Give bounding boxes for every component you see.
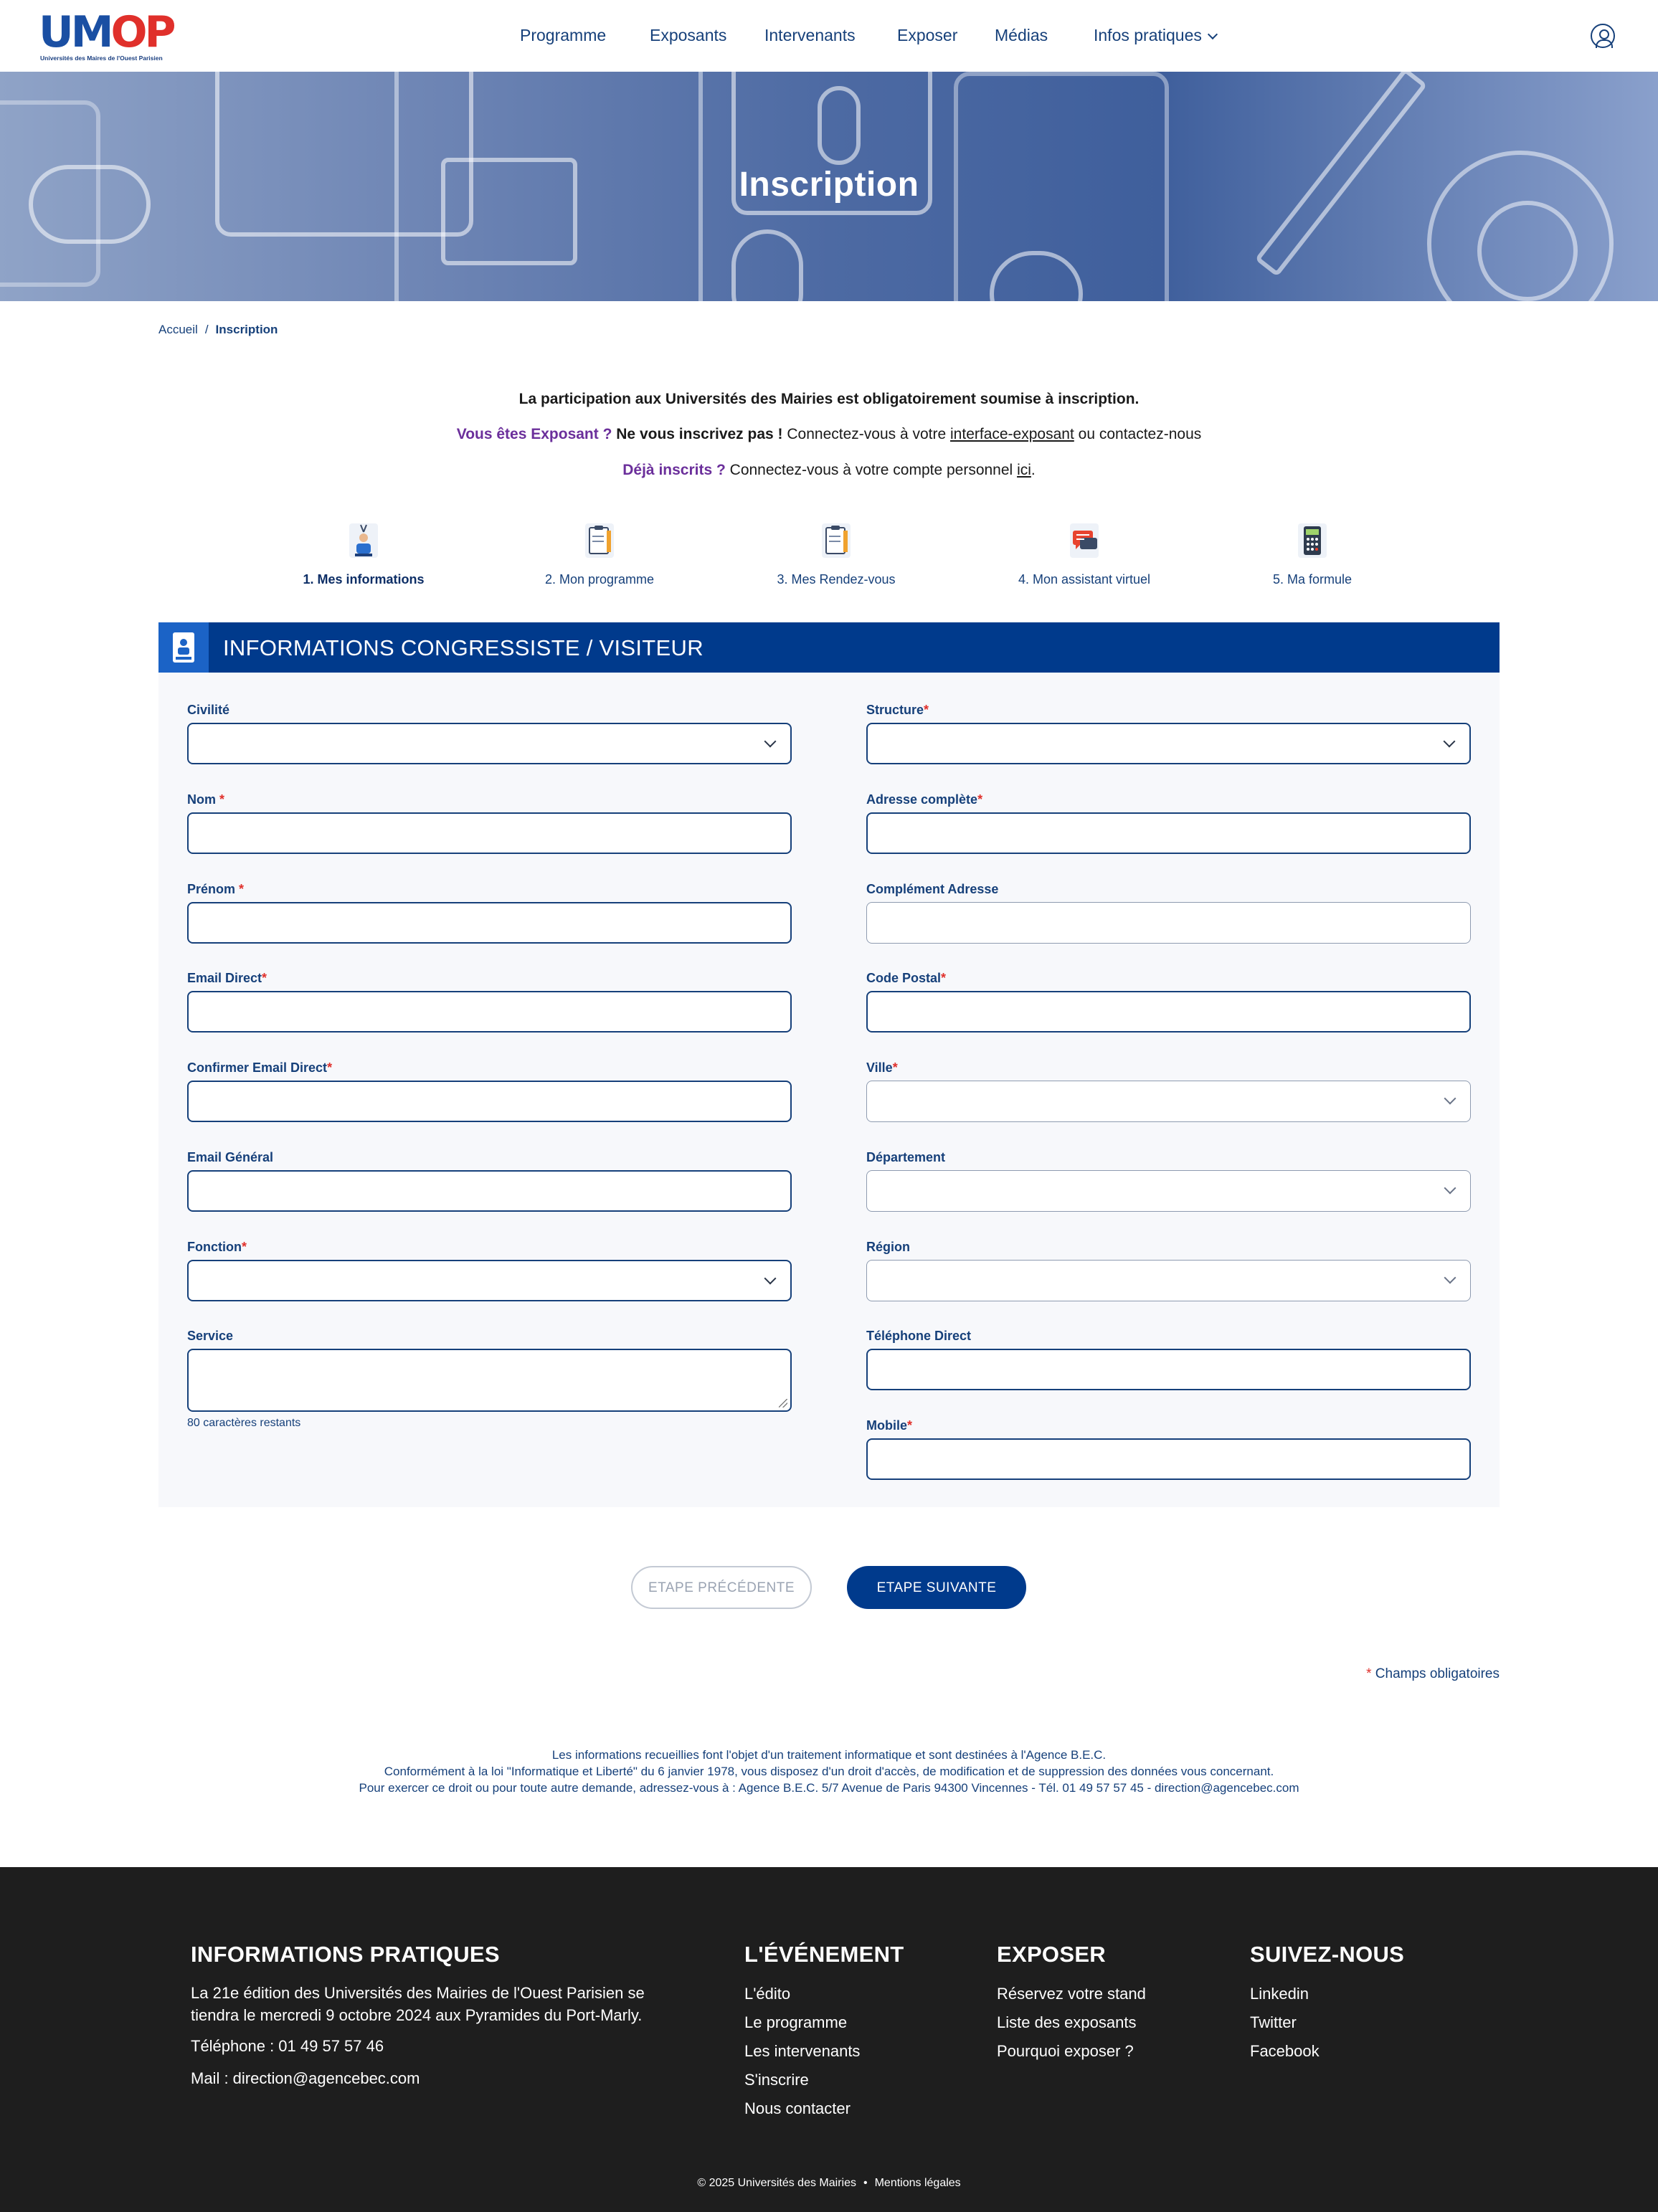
- telephone-direct-input[interactable]: [866, 1349, 1471, 1390]
- exposant-contact-text: ou contactez-nous: [1078, 426, 1202, 442]
- civilite-select[interactable]: [187, 723, 792, 764]
- footer-separator: •: [863, 2177, 868, 2189]
- logo-text-um: UM: [39, 7, 111, 57]
- code-postal-label-text: Code Postal: [866, 971, 942, 985]
- departement-label-text: Département: [866, 1150, 946, 1164]
- structure-label: [866, 703, 929, 718]
- already-registered-text: Connectez-vous à votre compte personnel: [729, 462, 1013, 478]
- nav-infos-pratiques-label: Infos pratiques: [1094, 26, 1202, 44]
- intro-line-1: La participation aux Universités des Mairies est obligatoirement soumise à inscription.: [518, 391, 1140, 407]
- fonction-select[interactable]: [187, 1260, 792, 1301]
- required-marker: *: [892, 1060, 898, 1075]
- departement-label: [866, 1150, 945, 1165]
- adresse-input[interactable]: [866, 812, 1471, 854]
- legal-line: Conformément à la loi "Informatique et Liberté" du 6 janvier 1978, vous disposez d'un droit d'accès, de modification et de suppression des données vous concernant.: [384, 1765, 1274, 1778]
- nav-exposer[interactable]: Exposer: [897, 26, 958, 44]
- account-icon[interactable]: [1591, 24, 1615, 48]
- footer-link-stand[interactable]: Réservez votre stand: [997, 1985, 1146, 2003]
- adresse-label-text: Adresse complète: [866, 792, 978, 807]
- page-title: Inscription: [739, 166, 919, 204]
- breadcrumb-separator: /: [204, 323, 209, 336]
- footer-phone: Téléphone : 01 49 57 57 46: [191, 2037, 384, 2055]
- email-general-label-text: Email Général: [187, 1150, 274, 1164]
- exposant-text: Connectez-vous à votre: [787, 426, 947, 442]
- account-link[interactable]: ici: [1017, 462, 1031, 478]
- chevron-down-icon: [1444, 1272, 1456, 1284]
- step-mon-programme[interactable]: [513, 522, 686, 587]
- email-general-label: [187, 1150, 273, 1165]
- required-marker: *: [327, 1060, 333, 1075]
- chevron-down-icon: [1444, 1093, 1456, 1105]
- required-marker: *: [907, 1418, 913, 1433]
- footer-bottom: [0, 2177, 1658, 2190]
- fonction-label: [187, 1240, 247, 1255]
- already-registered-question: Déjà inscrits ?: [622, 462, 726, 478]
- complement-adresse-label: [866, 882, 998, 897]
- footer-link-edito[interactable]: L'édito: [744, 1985, 791, 2003]
- resize-handle-icon[interactable]: [779, 1399, 787, 1408]
- clipboard-icon: [819, 522, 853, 559]
- footer-info-title: INFORMATIONS PRATIQUES: [191, 1942, 500, 1967]
- hero-banner: [0, 72, 1658, 301]
- badge-person-icon: [158, 622, 209, 673]
- calculator-icon: [1295, 522, 1330, 559]
- mobile-input[interactable]: [866, 1438, 1471, 1480]
- step-label: 4. Mon assistant virtuel: [1018, 572, 1151, 587]
- logo-tagline: Universités des Maires de l'Ouest Parisien: [40, 54, 163, 62]
- prenom-label: [187, 882, 244, 897]
- footer-link-pourquoi[interactable]: Pourquoi exposer ?: [997, 2042, 1134, 2060]
- required-marker: *: [977, 792, 983, 807]
- nom-input[interactable]: [187, 812, 792, 854]
- thermometer-icon: [818, 86, 861, 165]
- telephone-direct-label-text: Téléphone Direct: [866, 1329, 972, 1343]
- email-direct-label-text: Email Direct: [187, 971, 262, 985]
- legal-line: Pour exercer ce droit ou pour toute autre demande, adressez-vous à : Agence B.E.C. 5/7 Avenue de Paris 94300 Vincennes - Tél. 01 49 57 57 45 - direction@agencebec.com: [359, 1781, 1299, 1795]
- ville-label: [866, 1060, 898, 1076]
- mobile-label: [866, 1418, 912, 1433]
- required-marker: *: [239, 882, 245, 896]
- step-ma-formule[interactable]: [1226, 522, 1398, 587]
- service-label: [187, 1329, 233, 1344]
- confirm-email-label: [187, 1060, 332, 1076]
- confirm-email-label-text: Confirmer Email Direct: [187, 1060, 328, 1075]
- logo-text-op: OP: [110, 7, 174, 57]
- structure-label-text: Structure: [866, 703, 924, 717]
- step-mes-informations[interactable]: [278, 522, 450, 587]
- required-marker: *: [262, 971, 267, 985]
- mobile-label-text: Mobile: [866, 1418, 907, 1433]
- required-note-text: Champs obligatoires: [1375, 1666, 1500, 1681]
- step-label: 3. Mes Rendez-vous: [777, 572, 896, 587]
- departement-select[interactable]: [866, 1170, 1471, 1212]
- breadcrumb: [158, 323, 278, 337]
- structure-select[interactable]: [866, 723, 1471, 764]
- step-mes-rendez-vous[interactable]: [750, 522, 922, 587]
- footer-expose-title: EXPOSER: [997, 1942, 1106, 1967]
- footer-follow-title: SUIVEZ-NOUS: [1250, 1942, 1405, 1967]
- badge-person-icon: [346, 522, 381, 559]
- section-title: INFORMATIONS CONGRESSISTE / VISITEUR: [223, 635, 704, 660]
- required-marker: *: [241, 1240, 247, 1254]
- footer-link-facebook[interactable]: Facebook: [1250, 2042, 1320, 2060]
- footer-link-exposants[interactable]: Liste des exposants: [997, 2013, 1137, 2031]
- confirm-email-input[interactable]: [187, 1081, 792, 1122]
- intro-line-3: [0, 462, 1658, 479]
- legal-line: Les informations recueillies font l'objet d'un traitement informatique et sont destinées à l'Agence B.E.C.: [551, 1748, 1107, 1762]
- step-label: 1. Mes informations: [303, 572, 425, 587]
- wifi-icon: [1477, 201, 1578, 301]
- nav-intervenants[interactable]: Intervenants: [764, 26, 856, 44]
- next-step-button[interactable]: ETAPE SUIVANTE: [847, 1566, 1026, 1609]
- footer-link-inscrire[interactable]: S'inscrire: [744, 2071, 809, 2089]
- chevron-down-icon: [764, 1273, 777, 1285]
- step-label: 5. Ma formule: [1272, 572, 1353, 587]
- footer-info-text: La 21e édition des Universités des Mairies de l'Ouest Parisien se tiendra le mercredi 9 octobre 2024 aux Pyramides du Port-Marly.: [191, 1984, 645, 2024]
- required-marker: *: [941, 971, 947, 985]
- prenom-label-text: Prénom: [187, 882, 236, 896]
- nav-programme[interactable]: Programme: [520, 26, 607, 44]
- chevron-down-icon: [1444, 736, 1456, 748]
- chevron-down-icon: [764, 736, 777, 748]
- interface-exposant-link[interactable]: interface-exposant: [950, 426, 1074, 442]
- intro-line-2: [0, 426, 1658, 443]
- required-fields-note: [1366, 1666, 1500, 1682]
- site-logo[interactable]: [39, 7, 174, 65]
- footer-link-contact[interactable]: Nous contacter: [744, 2099, 851, 2117]
- region-select[interactable]: [866, 1260, 1471, 1301]
- ville-label-text: Ville: [866, 1060, 893, 1075]
- previous-step-button[interactable]: ETAPE PRÉCÉDENTE: [631, 1566, 812, 1609]
- email-direct-input[interactable]: [187, 991, 792, 1033]
- mentions-legales-link[interactable]: Mentions légales: [874, 2177, 961, 2189]
- chevron-down-icon: [1444, 1182, 1456, 1195]
- clipboard-icon: [582, 522, 617, 559]
- step-label: 2. Mon programme: [544, 572, 655, 587]
- service-char-counter: 80 caractères restants: [187, 1417, 301, 1429]
- nav-medias[interactable]: Médias: [995, 26, 1048, 44]
- required-marker: *: [219, 792, 225, 807]
- region-label: [866, 1240, 910, 1255]
- required-marker: *: [1366, 1666, 1372, 1681]
- telephone-direct-label: [866, 1329, 971, 1344]
- adresse-label: [866, 792, 982, 807]
- chevron-down-icon: [1208, 29, 1218, 39]
- fonction-label-text: Fonction: [187, 1240, 242, 1254]
- complement-adresse-label-text: Complément Adresse: [866, 882, 999, 896]
- hero-decoration: [731, 229, 803, 301]
- legal-notice: [0, 1747, 1658, 1796]
- breadcrumb-current: Inscription: [215, 323, 278, 336]
- footer-link-programme[interactable]: Le programme: [744, 2013, 848, 2031]
- complement-adresse-input[interactable]: [866, 902, 1471, 944]
- exposant-warning: Ne vous inscrivez pas !: [616, 426, 783, 442]
- copyright: © 2025 Universités des Mairies: [697, 2177, 856, 2189]
- section-header: [158, 622, 1500, 673]
- nav-infos-pratiques[interactable]: [1094, 26, 1216, 45]
- footer-link-twitter[interactable]: Twitter: [1250, 2013, 1297, 2031]
- prenom-input[interactable]: [187, 902, 792, 944]
- nav-exposants[interactable]: Exposants: [650, 26, 727, 44]
- site-header: [0, 0, 1658, 72]
- intro-line-3-end: .: [1031, 462, 1036, 478]
- code-postal-label: [866, 971, 946, 986]
- exposant-question: Vous êtes Exposant ?: [456, 426, 612, 442]
- ville-select[interactable]: [866, 1081, 1471, 1122]
- nom-label-text: Nom: [187, 792, 216, 807]
- footer-link-linkedin[interactable]: Linkedin: [1250, 1985, 1309, 2003]
- email-general-input[interactable]: [187, 1170, 792, 1212]
- service-label-text: Service: [187, 1329, 234, 1343]
- region-label-text: Région: [866, 1240, 910, 1254]
- footer-mail[interactable]: Mail : direction@agencebec.com: [191, 2069, 420, 2087]
- service-textarea[interactable]: [187, 1349, 792, 1412]
- chat-bubbles-icon: [1067, 522, 1102, 559]
- breadcrumb-home[interactable]: Accueil: [158, 323, 198, 336]
- registration-form: [158, 673, 1500, 1507]
- required-marker: *: [924, 703, 929, 717]
- email-direct-label: [187, 971, 267, 986]
- footer-link-intervenants[interactable]: Les intervenants: [744, 2042, 861, 2060]
- footer-event-title: L'ÉVÉNEMENT: [744, 1942, 904, 1967]
- civilite-label-text: Civilité: [187, 703, 230, 717]
- site-footer: [0, 1867, 1658, 2212]
- step-mon-assistant-virtuel[interactable]: [998, 522, 1170, 587]
- civilite-label: [187, 703, 229, 718]
- nom-label: [187, 792, 224, 807]
- code-postal-input[interactable]: [866, 991, 1471, 1033]
